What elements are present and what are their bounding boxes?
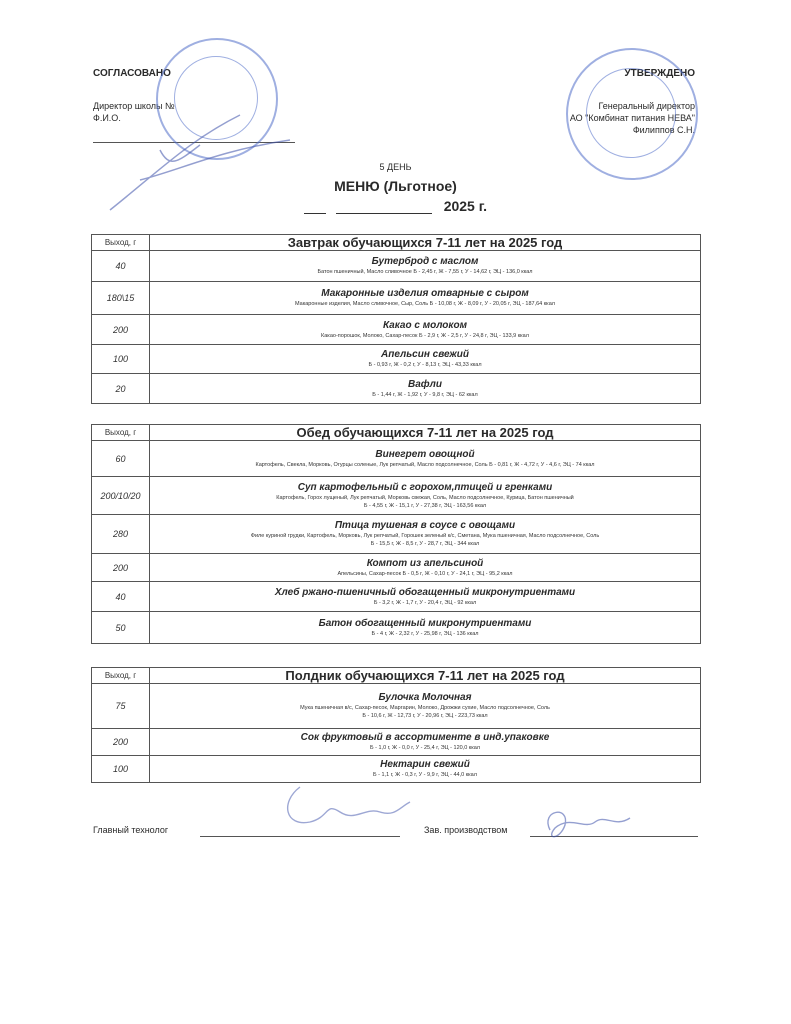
production-head-signature (530, 800, 640, 850)
menu-row (92, 374, 701, 404)
approved-position: Генеральный директор (598, 101, 695, 111)
outlet-value: 200 (92, 729, 150, 756)
menu-row (92, 477, 701, 515)
dish-composition: Б - 4 г, Ж - 2,32 г, У - 25,98 г, ЭЦ - 136 ккал (371, 630, 479, 637)
outlet-value: 100 (92, 345, 150, 374)
approved-org: АО "Комбинат питания НЕВА" (569, 113, 695, 123)
dish-composition: Макаронные изделия, Масло сливочное, Сыр, Соль Б - 10,08 г, Ж - 8,09 г, У - 20,05 г, ЭЦ - 187,64 ккал (295, 301, 555, 307)
outlet-value: 40 (92, 251, 150, 282)
dish-composition: Какао-порошок, Молоко, Сахар-песок Б - 2,9 г, Ж - 2,5 г, У - 24,8 г, ЭЦ - 133,9 ккал (321, 332, 529, 339)
breakfast-table (91, 234, 701, 404)
dish-name: Батон обогащенный микронутриентами (318, 617, 532, 629)
lunch-table (91, 424, 701, 644)
date-month-blank (336, 201, 432, 214)
menu-row (92, 251, 701, 282)
outlet-value: 50 (92, 612, 150, 644)
outlet-value: 100 (92, 756, 150, 783)
approved-name: Филиппов С.Н. (632, 125, 695, 135)
dish-name: Апельсин свежий (380, 349, 470, 360)
outlet-value: 60 (92, 441, 150, 477)
menu-title: МЕНЮ (Льготное) (334, 178, 457, 194)
dish-cell (150, 729, 701, 756)
menu-row (92, 729, 701, 756)
dish-composition: Б - 1,44 г, Ж - 1,92 г, У - 9,8 г, ЭЦ - 62 ккал (372, 391, 478, 398)
dish-name: Винегрет овощной (375, 448, 475, 460)
dish-name: Нектарин свежий (380, 759, 470, 770)
dish-name: Какао с молоком (383, 319, 467, 331)
dish-composition: Б - 3,2 г, Ж - 1,7 г, У - 20,4 г, ЭЦ - 92 ккал (373, 599, 477, 606)
section-title: Обед обучающихся 7-11 лет на 2025 год (150, 425, 701, 441)
dish-cell (150, 684, 701, 729)
menu-row (92, 612, 701, 644)
dish-composition: Б - 0,93 г, Ж - 0,2 г, У - 8,13 г, ЭЦ - 43,33 ккал (368, 362, 482, 368)
chief-technologist-label: Главный технолог (93, 825, 169, 835)
menu-date (0, 198, 791, 214)
menu-row (92, 441, 701, 477)
dish-cell (150, 582, 701, 612)
table-header-row (92, 668, 701, 684)
dish-cell (150, 251, 701, 282)
dish-name: Суп картофельный с горохом,птицей и гренками (297, 481, 553, 493)
menu-row (92, 282, 701, 315)
date-day-blank (304, 201, 326, 214)
menu-row (92, 684, 701, 729)
production-head-label: Зав. производством (424, 825, 508, 835)
agreed-label: СОГЛАСОВАНО (93, 68, 171, 79)
menu-row (92, 582, 701, 612)
menu-day: 5 ДЕНЬ (379, 162, 412, 172)
dish-cell (150, 345, 701, 374)
outlet-value: 20 (92, 374, 150, 404)
outlet-value: 40 (92, 582, 150, 612)
dish-name: Вафли (408, 378, 442, 390)
table-header-row (92, 425, 701, 441)
dish-name: Компот из апельсиной (366, 557, 484, 569)
dish-name: Макаронные изделия отварные с сыром (321, 288, 529, 299)
chief-technologist-signature (270, 772, 420, 842)
menu-row (92, 345, 701, 374)
approved-label: УТВЕРЖДЕНО (624, 68, 695, 79)
dish-cell (150, 441, 701, 477)
company-stamp-inner-ring (586, 68, 676, 158)
dish-composition: Филе куриной грудки, Картофель, Морковь, Лук репчатый, Горошек зеленый к/с, Сметана, Мука пшеничная, Масло подсолнечное, Соль (250, 533, 600, 539)
dish-cell (150, 515, 701, 554)
menu-row (92, 554, 701, 582)
dish-nutrition: Б - 10,6 г, Ж - 12,73 г, У - 20,96 г, ЭЦ - 223,73 ккал (362, 713, 488, 719)
dish-nutrition: Б - 4,55 г, Ж - 15,1 г, У - 27,38 г, ЭЦ - 163,56 ккал (363, 502, 487, 509)
dish-nutrition: Б - 15,5 г, Ж - 8,5 г, У - 28,7 г, ЭЦ - 344 ккал (370, 541, 480, 547)
menu-row (92, 315, 701, 345)
outlet-value: 75 (92, 684, 150, 729)
outlet-column-header: Выход, г (92, 235, 150, 251)
dish-composition: Апельсины, Сахар-песок Б - 0,5 г, Ж - 0,10 г, У - 24,1 г, ЭЦ - 95,2 ккал (337, 570, 513, 577)
dish-cell (150, 315, 701, 345)
outlet-value: 180\15 (92, 282, 150, 315)
outlet-value: 200 (92, 315, 150, 345)
dish-cell (150, 756, 701, 783)
dish-cell (150, 477, 701, 515)
menu-year: 2025 г. (443, 198, 488, 214)
dish-cell (150, 554, 701, 582)
dish-composition: Б - 1,1 г, Ж - 0,3 г, У - 9,9 г, ЭЦ - 44,0 ккал (373, 772, 477, 778)
outlet-column-header: Выход, г (92, 425, 150, 441)
dish-composition: Картофель, Свекла, Морковь, Огурцы соленые, Лук репчатый, Масло подсолнечное, Соль Б - 0,81 г, Ж - 4,72 г, У - 4,6 г, ЭЦ - 74 ккал (255, 461, 595, 468)
table-header-row (92, 235, 701, 251)
snack-table (91, 667, 701, 783)
outlet-value: 200/10/20 (92, 477, 150, 515)
dish-composition: Мука пшеничная в/с, Сахар-песок, Маргарин, Молоко, Дрожжи сухие, Масло подсолнечное, Соль (300, 705, 550, 711)
menu-row (92, 515, 701, 554)
section-title: Полдник обучающихся 7-11 лет на 2025 год (150, 668, 701, 684)
dish-composition: Картофель, Горох лущеный, Лук репчатый, Морковь свежая, Соль, Масло подсолнечное, Курица, Батон пшеничный (276, 494, 574, 501)
dish-name: Сок фруктовый в ассортименте в инд.упаковке (300, 732, 550, 743)
dish-cell (150, 374, 701, 404)
dish-name: Хлеб ржано-пшеничный обогащенный микронутриентами (274, 586, 576, 598)
dish-name: Булочка Молочная (378, 692, 472, 703)
outlet-value: 200 (92, 554, 150, 582)
dish-cell (150, 612, 701, 644)
dish-name: Птица тушеная в соусе с овощами (334, 520, 516, 531)
company-stamp (566, 48, 698, 180)
agreed-position: Директор школы № (93, 101, 175, 111)
dish-composition: Б - 1,0 г, Ж - 0,0 г, У - 25,4 г, ЭЦ - 120,0 ккал (370, 745, 480, 751)
dish-name: Бутерброд с маслом (371, 256, 479, 267)
dish-composition: Батон пшеничный, Масло сливочное Б - 2,45 г, Ж - 7,55 г, У - 14,62 г, ЭЦ - 136,0 ккал (317, 269, 533, 275)
outlet-column-header: Выход, г (92, 668, 150, 684)
dish-cell (150, 282, 701, 315)
agreed-name: Ф.И.О. (93, 113, 121, 123)
outlet-value: 280 (92, 515, 150, 554)
section-title: Завтрак обучающихся 7-11 лет на 2025 год (150, 235, 701, 251)
